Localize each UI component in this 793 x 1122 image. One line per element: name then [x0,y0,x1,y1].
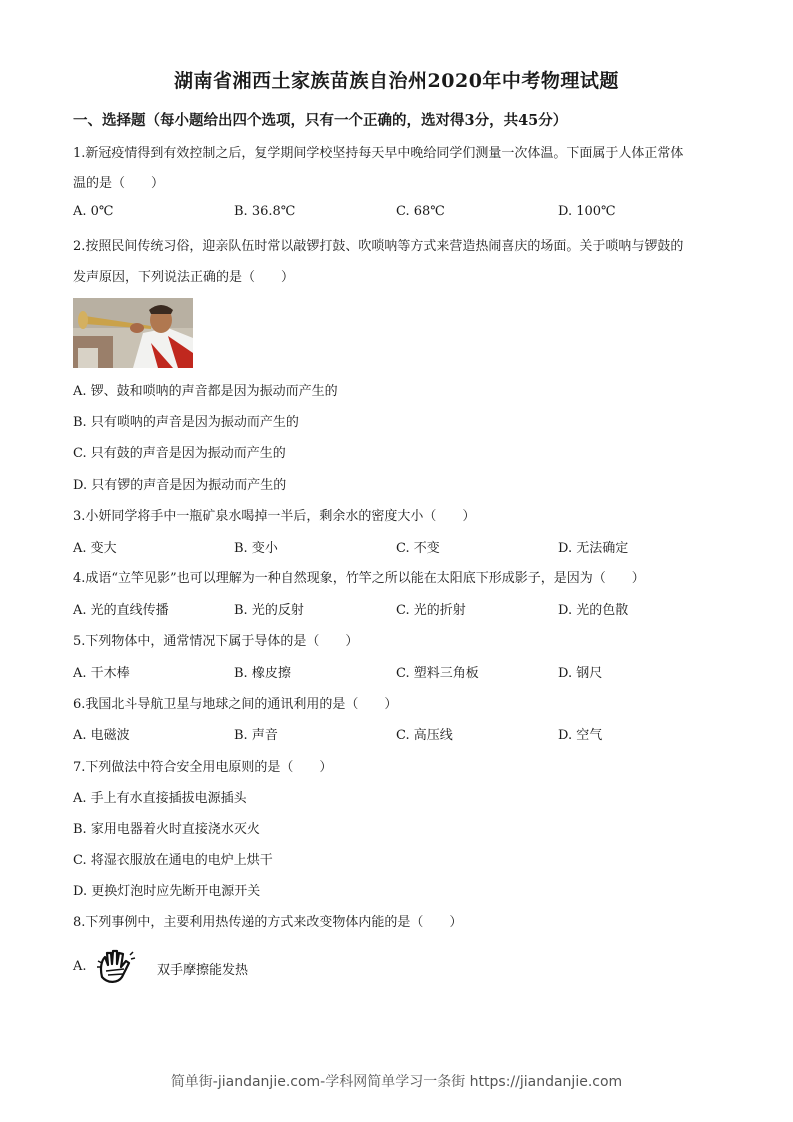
q6-option-a: A. 电磁波 [73,728,130,743]
section-heading: 一、选择题（每小题给出四个选项，只有一个正确的，选对得3分，共45分） [73,112,568,129]
q5-option-a: A. 干木棒 [73,666,130,681]
q5-option-b: B. 橡皮擦 [234,666,291,681]
q1-stem-line2: 温的是（ ） [73,176,165,191]
q5-stem: 5.下列物体中，通常情况下属于导体的是（ ） [73,634,359,649]
q7-option-c: C. 将湿衣服放在通电的电炉上烘干 [73,853,273,868]
q4-option-a: A. 光的直线传播 [73,603,169,618]
q3-option-b: B. 变小 [234,541,278,556]
page-title: 湖南省湘西土家族苗族自治州2020年中考物理试题 [174,70,619,92]
suona-player-photo [73,298,193,368]
q3-option-d: D. 无法确定 [558,541,629,556]
q4-stem: 4.成语“立竿见影”也可以理解为一种自然现象，竹竿之所以能在太阳底下形成影子，是因为（ ） [73,571,645,586]
q5-option-d: D. 钢尺 [558,666,603,681]
q6-option-b: B. 声音 [234,728,278,743]
q2-option-c: C. 只有鼓的声音是因为振动而产生的 [73,446,286,461]
q7-stem: 7.下列做法中符合安全用电原则的是（ ） [73,760,333,775]
q2-option-b: B. 只有唢呐的声音是因为振动而产生的 [73,415,299,430]
q7-option-a: A. 手上有水直接插拔电源插头 [73,791,247,806]
q3-stem: 3.小妍同学将手中一瓶矿泉水喝掉一半后，剩余水的密度大小（ ） [73,509,476,524]
q3-option-c: C. 不变 [396,541,440,556]
q6-stem: 6.我国北斗导航卫星与地球之间的通讯利用的是（ ） [73,697,398,712]
rubbing-hands-icon [96,947,136,987]
q7-option-b: B. 家用电器着火时直接浇水灭火 [73,822,260,837]
q2-option-a: A. 锣、鼓和唢呐的声音都是因为振动而产生的 [73,384,338,399]
q5-option-c: C. 塑料三角板 [396,666,479,681]
q8-option-a-letter: A. [73,959,87,974]
q1-option-d: D. 100℃ [558,204,616,219]
q4-option-b: B. 光的反射 [234,603,304,618]
q2-option-d: D. 只有锣的声音是因为振动而产生的 [73,478,287,493]
q2-stem-line1: 2.按照民间传统习俗，迎亲队伍时常以敲锣打鼓、吹唢呐等方式来营造热闹喜庆的场面。关于唢呐与锣鼓的 [73,239,684,254]
q1-option-a: A. 0℃ [73,204,114,219]
q2-stem-line2: 发声原因，下列说法正确的是（ ） [73,270,295,285]
q4-option-d: D. 光的色散 [558,603,629,618]
q1-option-b: B. 36.8℃ [234,204,296,219]
q4-option-c: C. 光的折射 [396,603,466,618]
q8-stem: 8.下列事例中，主要利用热传递的方式来改变物体内能的是（ ） [73,915,463,930]
q7-option-d: D. 更换灯泡时应先断开电源开关 [73,884,261,899]
q6-option-c: C. 高压线 [396,728,453,743]
q1-option-c: C. 68℃ [396,204,445,219]
q1-stem-line1: 1.新冠疫情得到有效控制之后，复学期间学校坚持每天早中晚给同学们测量一次体温。下面属于人体正常体 [73,146,684,161]
footer-watermark: 简单街-jiandanjie.com-学科网简单学习一条街 https://jiandanjie.com [170,1074,623,1090]
q6-option-d: D. 空气 [558,728,603,743]
q3-option-a: A. 变大 [73,541,117,556]
q8-option-a-text: 双手摩擦能发热 [157,963,249,978]
